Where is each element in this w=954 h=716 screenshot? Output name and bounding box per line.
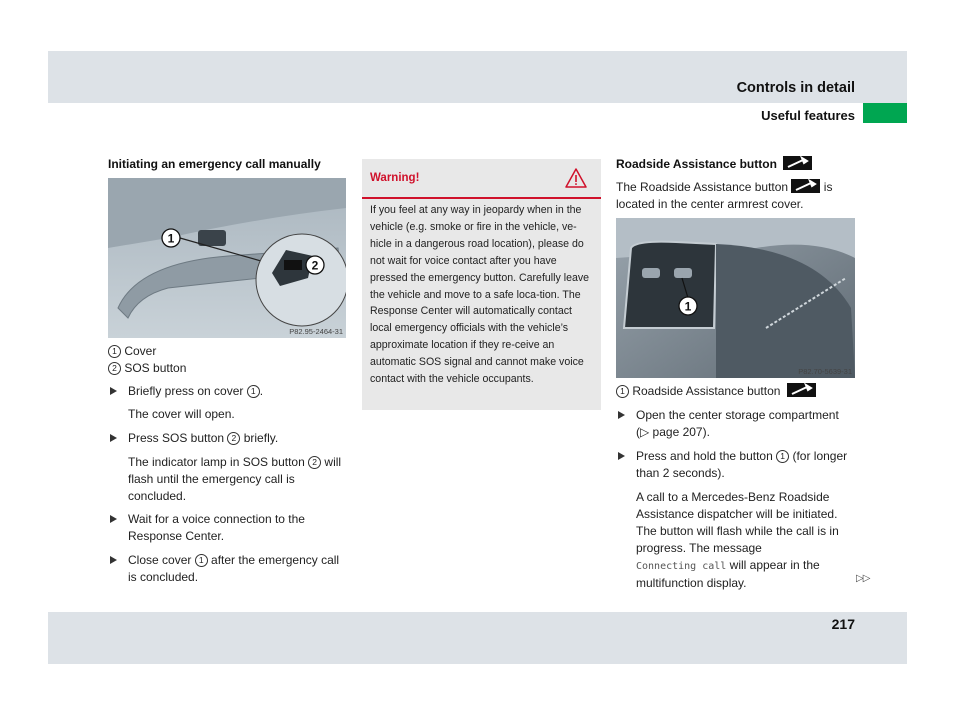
page-reference[interactable]: (▷ page 207). (636, 425, 710, 439)
step-text: Press SOS button (128, 431, 228, 445)
wrench-icon (783, 156, 812, 170)
roadside-intro (616, 179, 861, 213)
roadside-heading (616, 156, 861, 173)
sos-photo (108, 178, 346, 338)
display-message: Connecting call (636, 561, 727, 572)
step-text: . (259, 384, 264, 398)
right-instructions (616, 383, 861, 592)
continue-arrows: ▷▷ (856, 573, 870, 584)
warning-text: If you feel at any way in jeopardy when in the vehicle (e.g. smoke or fire in the vehicle, ve-hicle in a dangerous road location), please do not wait for voice contact after you have pressed the emergency button. Carefully leave the vehicle and move to a safe loca-tion. The Response Center will automatically contact local emergency officials with the vehicle’s approximate location if they re-ceive an automatic SOS signal and cannot make voice contact with the vehicle occupants. (370, 204, 590, 386)
step-text: A call to a Mercedes-Benz Roadside Assistance dispatcher will be initiated. The button will flash while the call is in progress. The message (636, 490, 839, 555)
legend-text: Cover (124, 344, 157, 358)
step-text: will flash until the emergency call is concluded. (128, 455, 342, 503)
intro-text: The Roadside Assistance button (616, 180, 792, 194)
legend-text: SOS button (124, 361, 187, 375)
legend-item (108, 360, 348, 377)
step-item (108, 552, 348, 586)
wrench-icon (791, 179, 820, 193)
step-text: will appear in the multifunction display. (636, 558, 820, 590)
step-text: briefly. (240, 431, 279, 445)
warning-title: Warning! (370, 172, 420, 184)
callout-number: 1 (616, 385, 629, 398)
intro-text: is located in the center armrest cover. (616, 180, 833, 211)
callout-number: 1 (195, 554, 208, 567)
legend-item (616, 383, 861, 400)
callout-number: 1 (776, 450, 789, 463)
sos-photo-illustration (108, 178, 346, 338)
wrench-icon (787, 383, 816, 397)
left-column (108, 156, 348, 173)
section-tab-marker (863, 103, 907, 123)
step-item (616, 407, 861, 441)
warning-box (362, 159, 601, 410)
step-note (108, 454, 348, 505)
emergency-call-heading: Initiating an emergency call manually (108, 157, 321, 171)
section-title: Controls in detail (736, 80, 855, 96)
step-text: (for longer than 2 seconds). (636, 449, 848, 480)
step-text: after the emergency call is concluded. (128, 553, 340, 584)
step-arrow-icon (110, 556, 117, 564)
step-text: Close cover (128, 553, 195, 567)
left-instructions (108, 343, 348, 586)
svg-text:2: 2 (311, 258, 319, 273)
legend-item (108, 343, 348, 360)
photo-code: P82.70-5639-31 (798, 367, 852, 376)
legend-text: Roadside Assistance button (632, 384, 781, 398)
step-arrow-icon (618, 452, 625, 460)
step-note: The cover will open. (128, 407, 235, 421)
step-text: Open the center storage compartment (636, 408, 839, 422)
warning-header (362, 159, 601, 199)
step-text: The indicator lamp in SOS button (128, 455, 309, 469)
armrest-photo-illustration (616, 218, 855, 378)
step-text: Briefly press on cover (128, 384, 247, 398)
svg-text:1: 1 (684, 299, 692, 314)
svg-text:1: 1 (167, 231, 175, 246)
callout-number: 1 (247, 385, 260, 398)
footer-band (48, 612, 907, 664)
warning-triangle-icon (565, 168, 587, 188)
callout-number: 2 (227, 432, 240, 445)
step-item (108, 511, 348, 545)
page-number: 217 (831, 616, 855, 632)
callout-number: 1 (108, 345, 121, 358)
step-arrow-icon (618, 411, 625, 419)
section-subtitle: Useful features (761, 108, 855, 123)
heading-text: Roadside Assistance button (616, 157, 777, 171)
photo-code: P82.95-2464-31 (289, 327, 343, 336)
step-item (108, 383, 348, 400)
step-arrow-icon (110, 434, 117, 442)
callout-number: 2 (308, 456, 321, 469)
step-arrow-icon (110, 387, 117, 395)
step-item (108, 430, 348, 447)
callout-number: 2 (108, 362, 121, 375)
step-note (616, 489, 861, 592)
step-item (616, 448, 861, 482)
right-column (616, 156, 861, 213)
step-arrow-icon (110, 515, 117, 523)
step-text: Wait for a voice connection to the Response Center. (128, 512, 305, 543)
step-text: Press and hold the button (636, 449, 777, 463)
armrest-photo (616, 218, 855, 378)
